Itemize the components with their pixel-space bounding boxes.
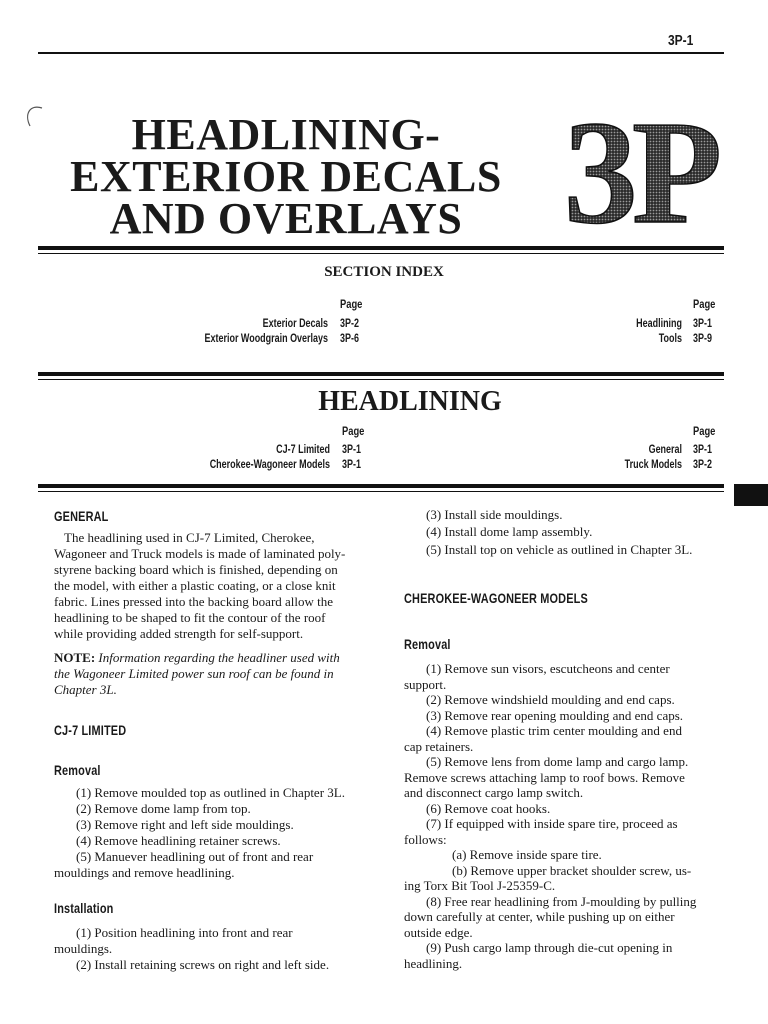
headlining-index-right-page-header: Page <box>693 424 716 438</box>
section-number-text: 3P <box>563 110 717 230</box>
headlining-index-left-name-1[interactable]: Cherokee-Wagoneer Models <box>209 459 330 471</box>
cj7-removal-step: (4) Remove headlining retainer screws. <box>76 833 281 848</box>
cherokee-removal-line: headlining. <box>404 956 463 971</box>
cj7-installation-heading: Installation <box>54 900 114 916</box>
cj7-install-step: (2) Install retaining screws on right and left side. <box>76 957 330 972</box>
title-rule-thick <box>38 246 724 250</box>
cj7-install-step: (5) Install top on vehicle as outlined in Chapter 3L. <box>426 542 693 557</box>
headlining-index-right-page-0: 3P-1 <box>693 444 712 456</box>
cj7-removal-heading: Removal <box>54 762 101 778</box>
cherokee-removal-line: support. <box>404 677 447 692</box>
cherokee-removal-line: (9) Push cargo lamp through die-cut opening in <box>426 940 673 955</box>
section-index-left-page-0: 3P-2 <box>340 318 359 330</box>
cherokee-removal-line: (7) If equipped with inside spare tire, proceed as <box>426 816 678 831</box>
section-index-title: SECTION INDEX <box>324 264 444 280</box>
cj7-install-step: mouldings. <box>54 941 113 956</box>
cherokee-removal-line: outside edge. <box>404 925 473 940</box>
section-index-left-page-1: 3P-6 <box>340 333 359 345</box>
cherokee-removal-line: (3) Remove rear opening moulding and end caps. <box>426 708 684 723</box>
cj7-install-step: (4) Install dome lamp assembly. <box>426 524 593 539</box>
cherokee-removal-line: (5) Remove lens from dome lamp and cargo lamp. <box>426 754 689 769</box>
general-line: headlining to be shaped to fit the contour of the roof <box>54 610 326 625</box>
section-tab-marker <box>734 484 768 506</box>
title-line-3: AND OVERLAYS <box>109 194 463 243</box>
cherokee-removal-line: (8) Free rear headlining from J-moulding by pulling <box>426 894 697 909</box>
index-rule-thin <box>38 379 724 380</box>
general-line: The headlining used in CJ-7 Limited, Cherokee, <box>64 530 315 545</box>
headlining-index-left-page-0: 3P-1 <box>342 444 361 456</box>
cherokee-removal-line: and disconnect cargo lamp switch. <box>404 785 584 800</box>
section-index-right-page-header: Page <box>693 297 716 311</box>
headlining-title: HEADLINING <box>318 386 502 417</box>
cherokee-removal-line: (a) Remove inside spare tire. <box>452 847 602 862</box>
cherokee-removal-line: ing Torx Bit Tool J-25359-C. <box>404 878 556 893</box>
section-index-right-page-0: 3P-1 <box>693 318 712 330</box>
cherokee-heading: CHEROKEE-WAGONEER MODELS <box>404 590 588 606</box>
cherokee-removal-line: follows: <box>404 832 447 847</box>
cherokee-removal-line: (4) Remove plastic trim center moulding and end <box>426 723 682 738</box>
cherokee-removal-line: (b) Remove upper bracket shoulder screw, us- <box>452 863 692 878</box>
cherokee-removal-line: (1) Remove sun visors, escutcheons and center <box>426 661 670 676</box>
general-line: while providing added strength for self-support. <box>54 626 304 641</box>
general-line: Wagoneer and Truck models is made of laminated poly- <box>54 546 346 561</box>
section-index-left-page-header: Page <box>340 297 363 311</box>
cj7-removal-step: (1) Remove moulded top as outlined in Chapter 3L. <box>76 785 345 800</box>
general-heading: GENERAL <box>54 508 109 524</box>
cherokee-removal-line: down carefully at center, while pushing up on either <box>404 909 675 924</box>
section-index-left-name-0[interactable]: Exterior Decals <box>262 318 328 330</box>
cherokee-removal-line: Remove screws attaching lamp to roof bows. Remove <box>404 770 685 785</box>
cj7-heading: CJ-7 LIMITED <box>54 722 127 738</box>
title-line-1: HEADLINING- <box>131 110 441 159</box>
headlining-index-right-name-0[interactable]: General <box>648 444 682 456</box>
headlining-index-left-page-1: 3P-1 <box>342 459 361 471</box>
title-rule-thin <box>38 253 724 254</box>
headlining-index-right-page-1: 3P-2 <box>693 459 712 471</box>
section-index-right-name-0[interactable]: Headlining <box>636 318 682 330</box>
note-line: Chapter 3L. <box>54 682 117 697</box>
cherokee-removal-line: cap retainers. <box>404 739 474 754</box>
cj7-removal-step: (2) Remove dome lamp from top. <box>76 801 251 816</box>
body-rule-thick <box>38 484 724 488</box>
page-number: 3P-1 <box>668 32 694 49</box>
note-text: Information regarding the headliner used with <box>98 650 340 665</box>
cj7-removal-step: (3) Remove right and left side mouldings. <box>76 817 294 832</box>
cj7-removal-step: (5) Manuever headlining out of front and rear <box>76 849 314 864</box>
body-rule-thin <box>38 491 724 492</box>
cj7-install-step: (1) Position headlining into front and rear <box>76 925 293 940</box>
general-line: fabric. Lines pressed into the backing board allow the <box>54 594 334 609</box>
headlining-index-left-name-0[interactable]: CJ-7 Limited <box>276 444 330 456</box>
chapter-title <box>46 110 526 243</box>
cherokee-removal-line: (2) Remove windshield moulding and end caps. <box>426 692 675 707</box>
cj7-removal-step: mouldings and remove headlining. <box>54 865 235 880</box>
section-index-left-name-1[interactable]: Exterior Woodgrain Overlays <box>204 333 328 345</box>
cj7-install-step: (3) Install side mouldings. <box>426 507 563 522</box>
section-number-graphic <box>520 110 760 230</box>
title-line-2: EXTERIOR DECALS <box>70 152 502 201</box>
general-line: the model, with either a plastic coating, or a close knit <box>54 578 336 593</box>
cherokee-removal-heading: Removal <box>404 636 451 652</box>
section-index-right-page-1: 3P-9 <box>693 333 712 345</box>
note-line: the Wagoneer Limited power sun roof can be found in <box>54 666 334 681</box>
top-rule <box>38 52 724 54</box>
index-rule-thick <box>38 372 724 376</box>
section-index-right-name-1[interactable]: Tools <box>658 333 682 345</box>
headlining-index-left-page-header: Page <box>342 424 365 438</box>
note-line-1 <box>54 650 340 666</box>
note-label: NOTE: <box>54 650 96 665</box>
cherokee-removal-line: (6) Remove coat hooks. <box>426 801 551 816</box>
headlining-index-right-name-1[interactable]: Truck Models <box>624 459 682 471</box>
general-line: styrene backing board which is finished, depending on <box>54 562 338 577</box>
